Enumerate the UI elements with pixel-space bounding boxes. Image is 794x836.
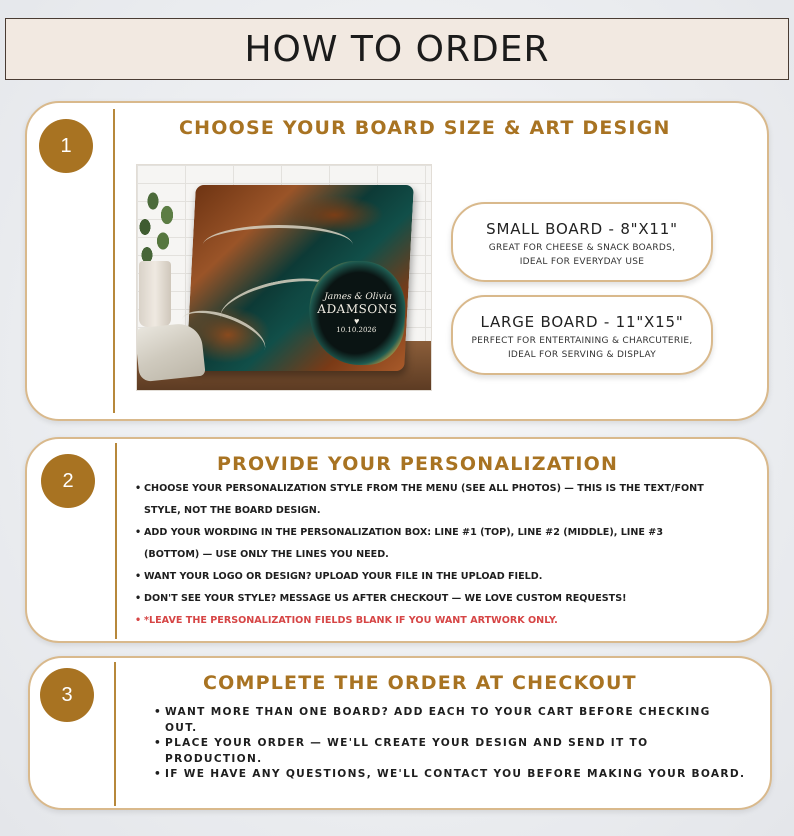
large-board-desc-line1: PERFECT FOR ENTERTAINING & CHARCUTERIE, [471,336,693,346]
artwork-only-note: • *LEAVE THE PERSONALIZATION FIELDS BLANK IF YOU WANT ARTWORK ONLY. [135,615,558,626]
step-2-title: PROVIDE YOUR PERSONALIZATION [217,453,619,475]
board-surname-text: ADAMSONS [316,302,398,316]
step-2-divider [115,443,117,639]
large-board-title: LARGE BOARD - 11"X15" [480,313,684,331]
linen-towel [136,322,206,383]
board-names-text: James & Olivia [323,292,393,302]
small-board-option[interactable] [451,202,713,282]
list-item: (BOTTOM) — USE ONLY THE LINES YOU NEED. [144,549,389,560]
list-item: • IF WE HAVE ANY QUESTIONS, WE'LL CONTACT YOU BEFORE MAKING YOUR BOARD. [154,768,746,780]
list-item: • WANT YOUR LOGO OR DESIGN? UPLOAD YOUR FILE IN THE UPLOAD FIELD. [135,571,543,582]
small-board-desc-line2: IDEAL FOR EVERYDAY USE [519,257,645,267]
heart-icon: ♥ [353,316,360,326]
step-1-title: CHOOSE YOUR BOARD SIZE & ART DESIGN [179,117,671,139]
step-1-divider [113,109,115,413]
small-board-title: SMALL BOARD - 8"X11" [486,220,678,238]
large-board-option[interactable] [451,295,713,375]
small-board-desc-line1: GREAT FOR CHEESE & SNACK BOARDS, [488,243,676,253]
board-vein [202,225,354,265]
step-2-bullet-list [135,478,745,632]
list-item: • CHOOSE YOUR PERSONALIZATION STYLE FROM THE MENU (SEE ALL PHOTOS) — THIS IS THE TEXT/FONT [135,483,704,494]
board-date-text: 10.10.2026 [336,326,377,334]
step-1-number-badge: 1 [39,119,93,173]
list-item: • WANT MORE THAN ONE BOARD? ADD EACH TO YOUR CART BEFORE CHECKING [154,706,711,718]
step-2-card [25,437,769,643]
plant-pot [139,261,171,327]
list-item: • PLACE YOUR ORDER — WE'LL CREATE YOUR DESIGN AND SEND IT TO [154,737,649,749]
step-3-bullet-list [154,705,754,783]
step-2-number-badge: 2 [41,454,95,508]
header-banner [5,18,789,80]
plant-icon [136,183,183,269]
board-product-photo [136,164,432,391]
list-item: STYLE, NOT THE BOARD DESIGN. [144,505,321,516]
step-3-number-badge: 3 [40,668,94,722]
list-item: • ADD YOUR WORDING IN THE PERSONALIZATION BOX: LINE #1 (TOP), LINE #2 (MIDDLE), LINE #3 [135,527,664,538]
list-item: • DON'T SEE YOUR STYLE? MESSAGE US AFTER CHECKOUT — WE LOVE CUSTOM REQUESTS! [135,593,627,604]
large-board-desc-line2: IDEAL FOR SERVING & DISPLAY [507,350,657,360]
list-item: OUT. [165,721,198,734]
page-title: HOW TO ORDER [244,28,550,70]
step-3-card [28,656,772,810]
step-1-card [25,101,769,421]
step-3-title: COMPLETE THE ORDER AT CHECKOUT [203,672,637,694]
list-item: PRODUCTION. [165,752,263,765]
art-board [186,185,414,371]
step-3-divider [114,662,116,806]
board-personalization-geode [306,261,407,365]
